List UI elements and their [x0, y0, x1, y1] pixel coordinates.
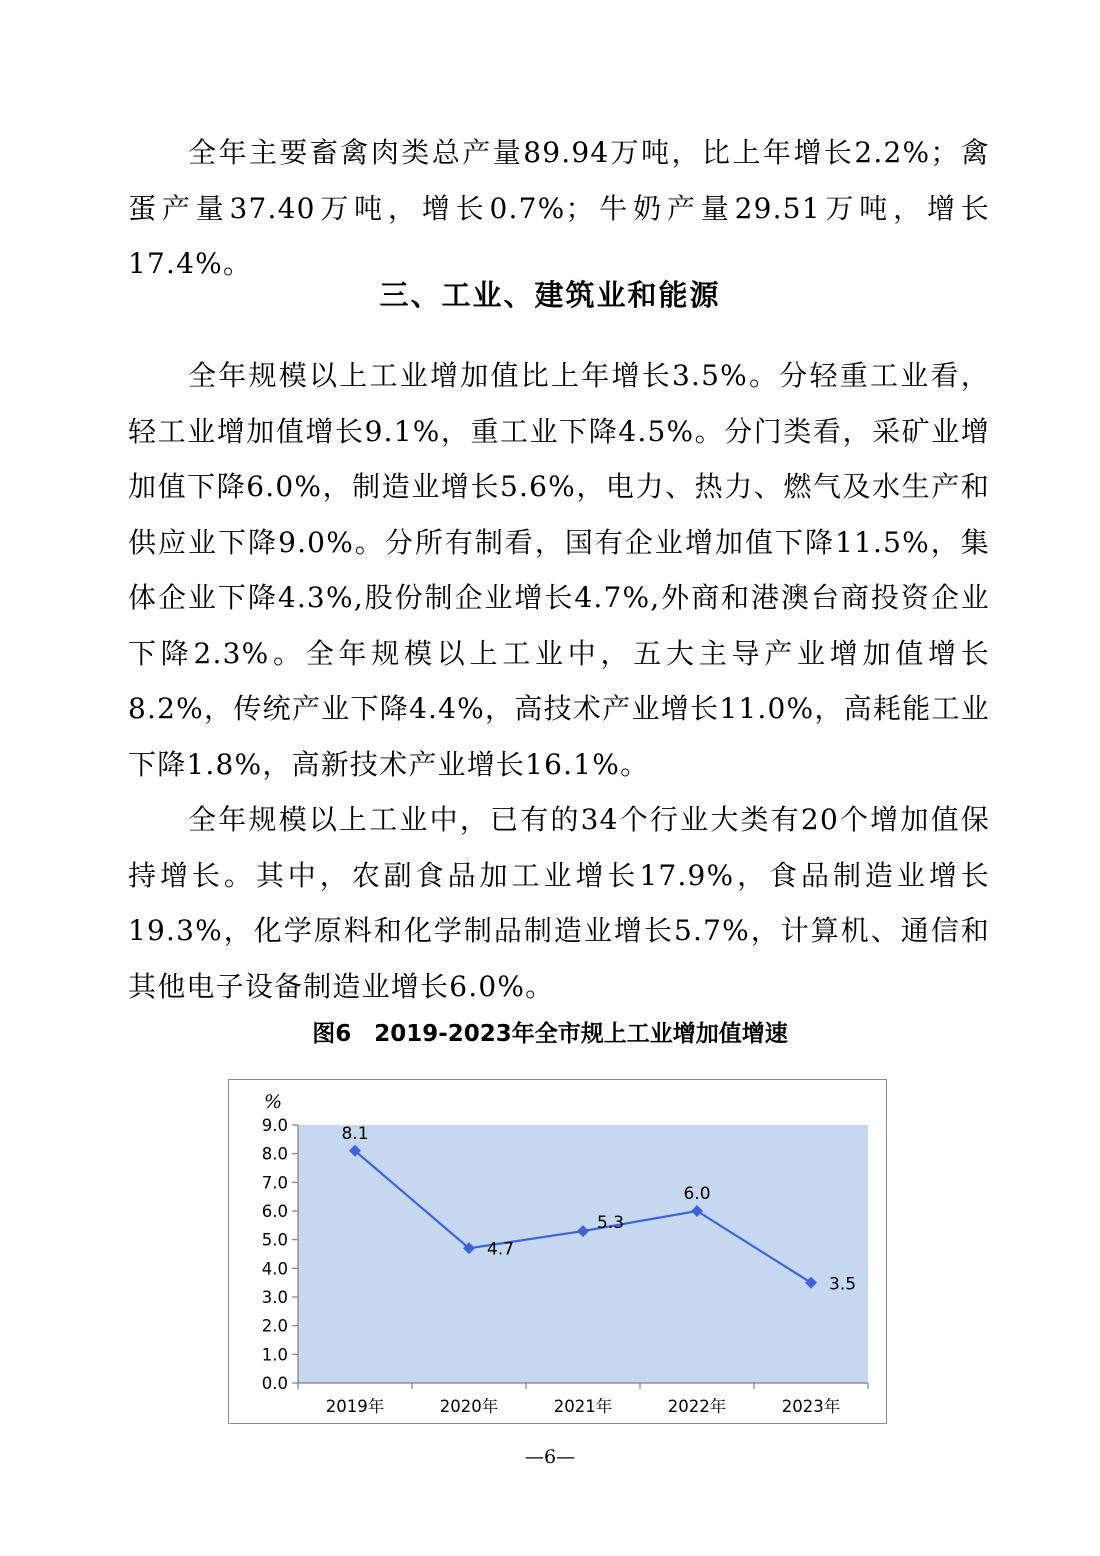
data-label: 6.0: [683, 1184, 711, 1204]
page-number: —6—: [524, 1446, 576, 1468]
y-tick-label: 7.0: [261, 1173, 288, 1193]
x-tick-label: 2019年: [325, 1397, 385, 1416]
y-tick-label: 2.0: [261, 1316, 288, 1336]
figure-caption: 图6 2019-2023年全市规上工业增加值增速: [312, 1021, 788, 1047]
y-axis-label: %: [263, 1091, 283, 1113]
data-label: 3.5: [829, 1274, 857, 1295]
y-tick-label: 1.0: [261, 1345, 288, 1365]
x-tick-label: 2021年: [553, 1397, 613, 1416]
plot-area: [298, 1125, 868, 1383]
x-tick-label: 2020年: [439, 1397, 499, 1416]
data-label: 4.7: [487, 1239, 515, 1260]
data-label: 5.3: [597, 1213, 625, 1234]
paragraph-livestock: 全年主要畜禽肉类总产量89.94万吨，比上年增长2.2%；禽蛋产量37.40万吨，增长0.7%；牛奶产量29.51万吨，增长17.4%。: [128, 136, 990, 280]
section-heading: 三、工业、建筑业和能源: [379, 278, 721, 312]
y-tick-label: 9.0: [261, 1116, 288, 1135]
y-tick-label: 4.0: [261, 1259, 288, 1279]
y-tick-label: 8.0: [261, 1144, 288, 1164]
y-tick-label: 0.0: [261, 1374, 288, 1393]
paragraph-industry-sectors: 全年规模以上工业中，已有的34个行业大类有20个增加值保持增长。其中，农副食品加工业增长17.9%，食品制造业增长19.3%，化学原料和化学制品制造业增长5.7%，计算机、通信和其他电子设备制造业增长6.0%。: [128, 803, 990, 1003]
y-tick-label: 6.0: [261, 1202, 288, 1221]
x-tick-label: 2023年: [781, 1397, 841, 1416]
line-chart: [228, 1079, 887, 1424]
paragraph-industry-overview: 全年规模以上工业增加值比上年增长3.5%。分轻重工业看，轻工业增加值增长9.1%，重工业下降4.5%。分门类看，采矿业增加值下降6.0%，制造业增长5.6%，电力、热力、燃气及水生产和供应业下降9.0%。分所有制看，国有企业增加值下降11.5%，集体企业下降4.3%,股份制企业增长4.7%,外商和港澳台商投资企业下降2.3%。全年规模以上工业中，五大主导产业增加值增长8.2%，传统产业下降4.4%，高技术产业增长11.0%，高耗能工业下降1.8%，高新技术产业增长16.1%。: [128, 359, 990, 781]
data-label: 8.1: [341, 1123, 369, 1144]
y-tick-label: 3.0: [261, 1288, 288, 1307]
chart-svg: [229, 1080, 888, 1425]
x-tick-label: 2022年: [667, 1397, 727, 1416]
y-tick-label: 5.0: [261, 1230, 288, 1250]
